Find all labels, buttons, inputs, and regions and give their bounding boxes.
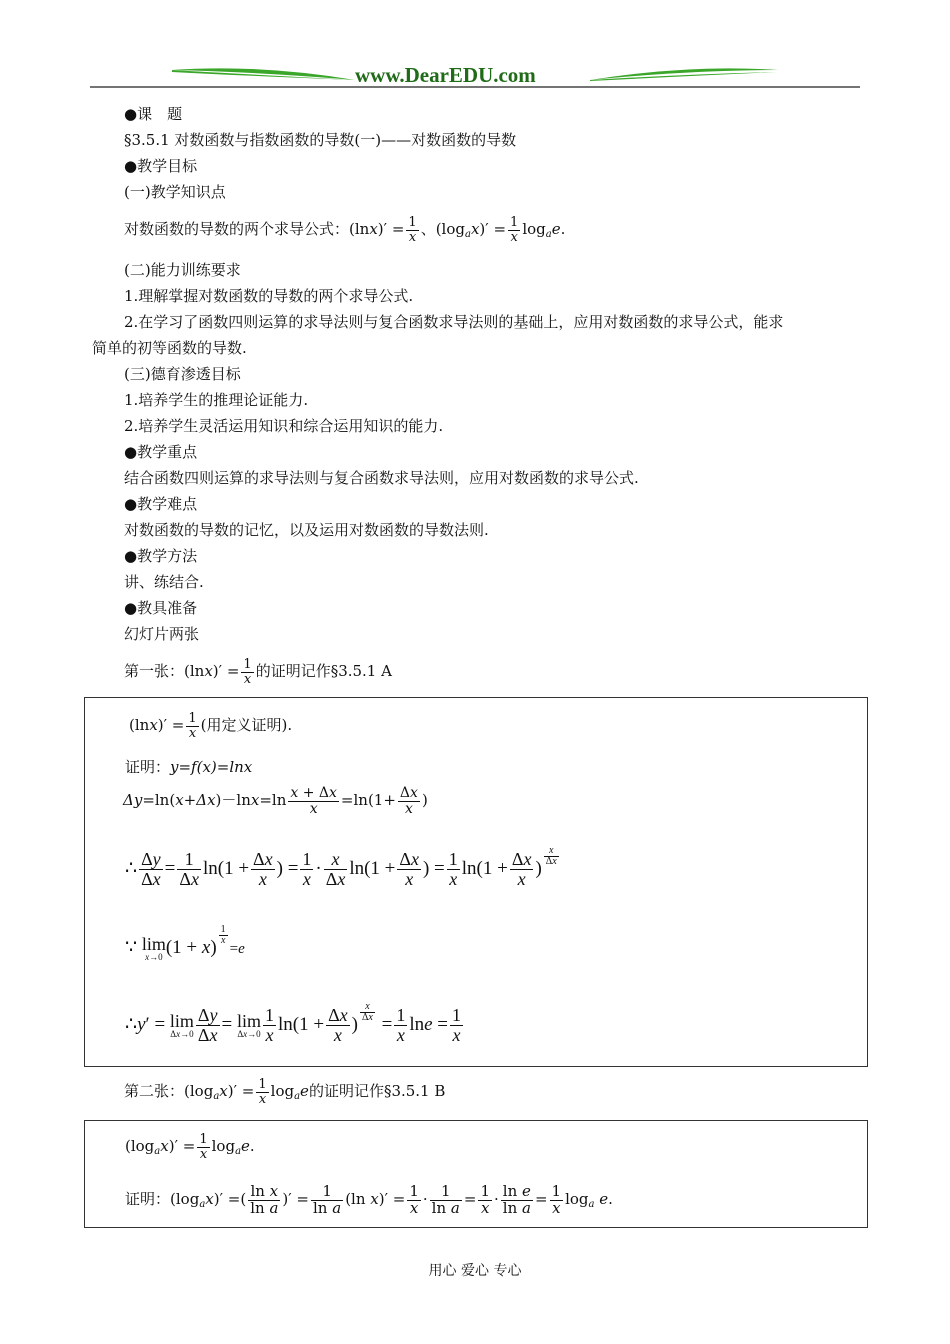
knowledge-point-heading: (一)教学知识点	[124, 183, 226, 201]
box-a-ratio: ∴ $\frac{\Delta y}{\Delta x}$ = $\frac{1}{\Delta x}$ ln(1 + $\frac{\Delta x}{x}$ ) = $\frac{1}{x}$ · $\frac{x}{\Delta x}$ ln(1 + $\frac{\Delta x}{x}$ ) = $\frac{1}{x}$ ln(1 + $\frac{\Delta x}{x}$ ) $\frac{x}{\Delta x}$	[125, 844, 557, 890]
proof-box-a	[84, 697, 868, 1067]
tools-text: 幻灯片两张	[124, 625, 200, 643]
page-footer: 用心 爱心 专心	[428, 1263, 522, 1279]
lesson-title: §3.5.1 对数函数与指数函数的导数(一)——对数函数的导数	[124, 131, 517, 149]
method-heading: ●教学方法	[124, 547, 198, 565]
lesson-title-heading: ●课 题	[124, 105, 183, 123]
difficulty-heading: ●教学难点	[124, 495, 198, 513]
header-logo	[90, 60, 860, 90]
box-a-title-suffix: (用定义证明).	[200, 716, 293, 734]
tools-heading: ●教具准备	[124, 599, 198, 617]
box-a-limit: ∵ lim x→0 (1 + x) $\frac{1}{x}$ =e	[125, 923, 245, 963]
ability-heading: (二)能力训练要求	[124, 261, 241, 279]
method-text: 讲、练结合.	[124, 573, 204, 591]
formula-intro: 对数函数的导数的两个求导公式：	[124, 220, 350, 238]
ability-item-2: 2.在学习了函数四则运算的求导法则与复合函数求导法则的基础上，应用对数函数的求导公式，能求	[124, 313, 784, 331]
key-point-heading: ●教学重点	[124, 443, 198, 461]
slide2-line: 第二张：$(\log_ax)'$ = $\frac{1}{x}$ $\log_ae$的证明记作§3.5.1 B	[124, 1076, 446, 1107]
proof-box-b	[84, 1120, 868, 1228]
slide2-suffix: 的证明记作§3.5.1 B	[308, 1082, 446, 1100]
box-a-delta-y: Δy=ln(x+Δx)－lnx=ln $\frac{x + \Delta x}{x}$ =ln(1+ $\frac{\Delta x}{x}$ )	[123, 784, 428, 817]
slide1-suffix: 的证明记作§3.5.1 A	[255, 662, 392, 680]
difficulty-text: 对数函数的导数的记忆，以及运用对数函数的导数法则.	[124, 521, 489, 539]
slide2-prefix: 第二张：	[124, 1082, 185, 1100]
header-logo-text: www.DearEDU.com	[355, 63, 536, 87]
ability-item-2-cont: 简单的初等函数的导数.	[92, 339, 247, 357]
teaching-goals-heading: ●教学目标	[124, 157, 198, 175]
box-a-result: ∴y′ = lim Δx→0 $\frac{\Delta y}{\Delta x}$ = lim Δx→0 $\frac{1}{x}$ ln(1 + $\frac{\Delta x}{x}$ ) $\frac{x}{\Delta x}$ = $\frac{1}{x}$ lne = $\frac{1}{x}$	[125, 1000, 462, 1046]
box-b-proof: 证明：$(\log_ax)'$ =( $\frac{\text{ln x}}{\text{ln a}}$ )′ = $\frac{1}{\text{ln a}}$ (ln x)′ = $\frac{1}{x}$ · $\frac{1}{\text{ln a}}$ = $\frac{1}{x}$ · $\frac{\text{ln e}}{\text{ln a}}$ = $\frac{1}{x}$ $\log_a e$.	[125, 1181, 613, 1217]
box-b-title: $(\log_ax)'$ = $\frac{1}{x}$ $\log_ae$.	[125, 1131, 255, 1162]
formula-line: 对数函数的导数的两个求导公式：(lnx)′ = $\frac{1}{x}$ 、$(\log_ax)'$ = $\frac{1}{x}$ $\log_ae$.	[124, 214, 566, 245]
slide1-prefix: 第一张：	[124, 662, 185, 680]
slide1-line: 第一张：(lnx)′ = $\frac{1}{x}$ 的证明记作§3.5.1 A	[124, 656, 392, 687]
key-point-text: 结合函数四则运算的求导法则与复合函数求导法则，应用对数函数的求导公式.	[124, 469, 639, 487]
box-a-proof-start: 证明：y=f(x)=lnx	[125, 758, 253, 776]
moral-item-1: 1.培养学生的推理论证能力.	[124, 391, 309, 409]
moral-item-2: 2.培养学生灵活运用知识和综合运用知识的能力.	[124, 417, 444, 435]
ability-item-1: 1.理解掌握对数函数的导数的两个求导公式.	[124, 287, 414, 305]
moral-heading: (三)德育渗透目标	[124, 365, 241, 383]
box-a-title: (lnx)′ = $\frac{1}{x}$ (用定义证明).	[129, 710, 293, 741]
